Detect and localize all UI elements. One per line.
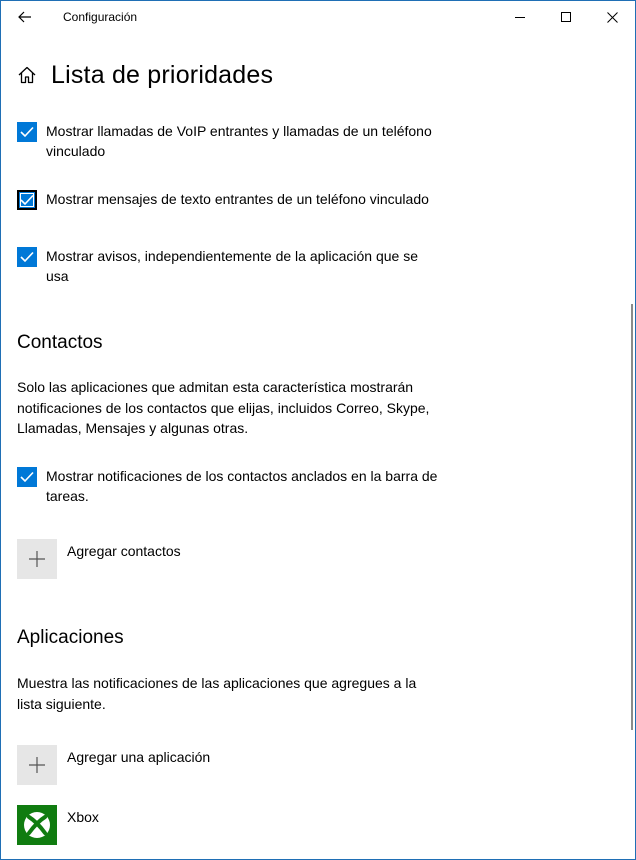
plus-icon bbox=[28, 550, 46, 568]
close-icon bbox=[607, 12, 618, 23]
home-icon[interactable] bbox=[17, 64, 39, 86]
app-name: Xbox bbox=[67, 809, 99, 825]
add-contacts-button[interactable] bbox=[17, 539, 181, 579]
checkbox-reminders-box[interactable] bbox=[17, 247, 37, 267]
add-app-tile[interactable] bbox=[17, 745, 57, 785]
checkbox-reminders[interactable] bbox=[17, 247, 477, 286]
checkbox-voip-calls-label: Mostrar llamadas de VoIP entrantes y llamadas de un teléfono vinculado bbox=[46, 123, 432, 159]
app-title: Configuración bbox=[63, 10, 138, 24]
contacts-section-title: Contactos bbox=[17, 332, 103, 353]
checkmark-icon bbox=[20, 194, 34, 206]
checkbox-voip-calls[interactable] bbox=[17, 122, 477, 161]
minimize-icon bbox=[515, 12, 525, 22]
checkbox-pinned-contacts-box[interactable] bbox=[17, 467, 37, 487]
checkbox-pinned-contacts[interactable] bbox=[17, 467, 477, 506]
scrollbar[interactable] bbox=[631, 304, 633, 730]
checkmark-icon bbox=[20, 126, 34, 138]
page-title: Lista de prioridades bbox=[51, 60, 274, 89]
checkbox-pinned-contacts-label: Mostrar notificaciones de los contactos anclados en la barra de tareas. bbox=[46, 468, 438, 504]
checkbox-text-messages[interactable] bbox=[17, 190, 477, 210]
back-arrow-icon bbox=[18, 11, 32, 23]
minimize-button[interactable] bbox=[497, 1, 543, 33]
apps-description: Muestra las notificaciones de las aplicaciones que agregues a la lista siguiente. bbox=[17, 675, 417, 712]
apps-section-title: Aplicaciones bbox=[17, 627, 124, 648]
close-button[interactable] bbox=[589, 1, 635, 33]
plus-icon bbox=[28, 756, 46, 774]
checkbox-text-messages-box[interactable] bbox=[17, 190, 37, 210]
app-list-item-xbox[interactable] bbox=[17, 805, 99, 845]
page-header bbox=[17, 57, 273, 93]
maximize-icon bbox=[561, 12, 571, 22]
add-app-label: Agregar una aplicación bbox=[67, 749, 211, 765]
add-app-button[interactable] bbox=[17, 745, 210, 785]
add-contacts-tile[interactable] bbox=[17, 539, 57, 579]
xbox-tile bbox=[17, 805, 57, 845]
checkmark-icon bbox=[20, 471, 34, 483]
title-bar bbox=[1, 1, 635, 33]
checkbox-text-messages-label: Mostrar mensajes de texto entrantes de un teléfono vinculado bbox=[46, 191, 429, 207]
checkbox-voip-calls-box[interactable] bbox=[17, 122, 37, 142]
checkbox-reminders-label: Mostrar avisos, independientemente de la aplicación que se usa bbox=[46, 248, 419, 284]
contacts-description: Solo las aplicaciones que admitan esta característica mostrarán notificaciones de los contactos que elijas, incluidos Correo, Skype, Llamadas, Mensajes y algunas otras. bbox=[17, 379, 430, 436]
checkmark-icon bbox=[20, 251, 34, 263]
maximize-button[interactable] bbox=[543, 1, 589, 33]
back-button[interactable] bbox=[7, 3, 43, 31]
add-contacts-label: Agregar contactos bbox=[67, 543, 181, 559]
xbox-icon bbox=[22, 810, 52, 840]
